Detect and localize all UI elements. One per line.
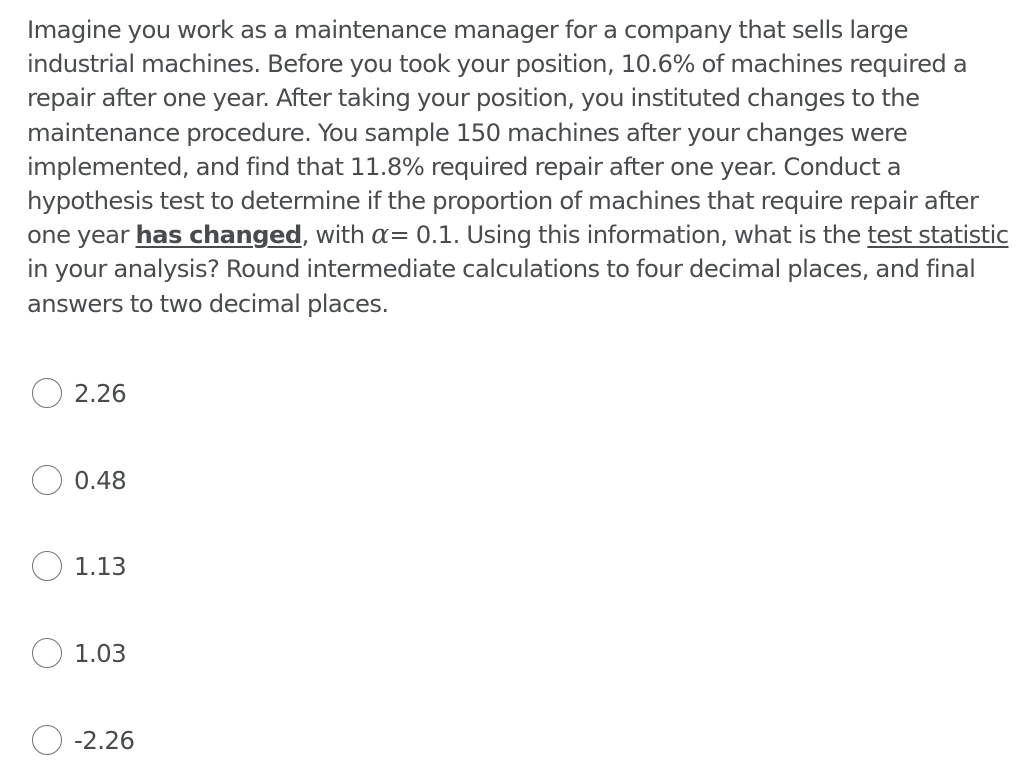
radio-button[interactable] (32, 465, 62, 495)
answer-option[interactable] (32, 548, 126, 584)
emphasis-test-statistic: test statistic (867, 220, 1009, 250)
radio-button[interactable] (32, 725, 62, 755)
question-segment: = 0.1. Using this information, what is the (389, 220, 868, 250)
option-label: 1.03 (74, 638, 127, 668)
question-paragraph (27, 13, 1017, 321)
answer-option[interactable] (32, 462, 126, 498)
radio-button[interactable] (32, 551, 62, 581)
alpha-symbol: α (371, 219, 390, 251)
question-segment: Imagine you work as a maintenance manager for a company that sells large industrial machines. Before you took your position, 10.6% of machines required a repair after one year. After taking your position, you instituted changes to the maintenance procedure. You sample 150 machines after your changes were implemented, and find that 11.8% required repair after one year. Conduct a hypothesis test to determine if the proportion of machines that require repair after one year (27, 15, 979, 250)
answer-option[interactable] (32, 375, 126, 411)
answer-option[interactable] (32, 722, 134, 758)
radio-button[interactable] (32, 378, 62, 408)
option-label: 0.48 (74, 465, 127, 495)
answer-option[interactable] (32, 635, 126, 671)
emphasis-has-changed: has changed (135, 220, 302, 250)
question-segment: , with (301, 220, 372, 250)
question-segment: in your analysis? Round intermediate calculations to four decimal places, and final answers to two decimal places. (27, 254, 976, 318)
option-label: 2.26 (74, 378, 127, 408)
option-label: -2.26 (74, 725, 135, 755)
option-label: 1.13 (74, 551, 127, 581)
question-text (27, 13, 1017, 321)
radio-button[interactable] (32, 638, 62, 668)
